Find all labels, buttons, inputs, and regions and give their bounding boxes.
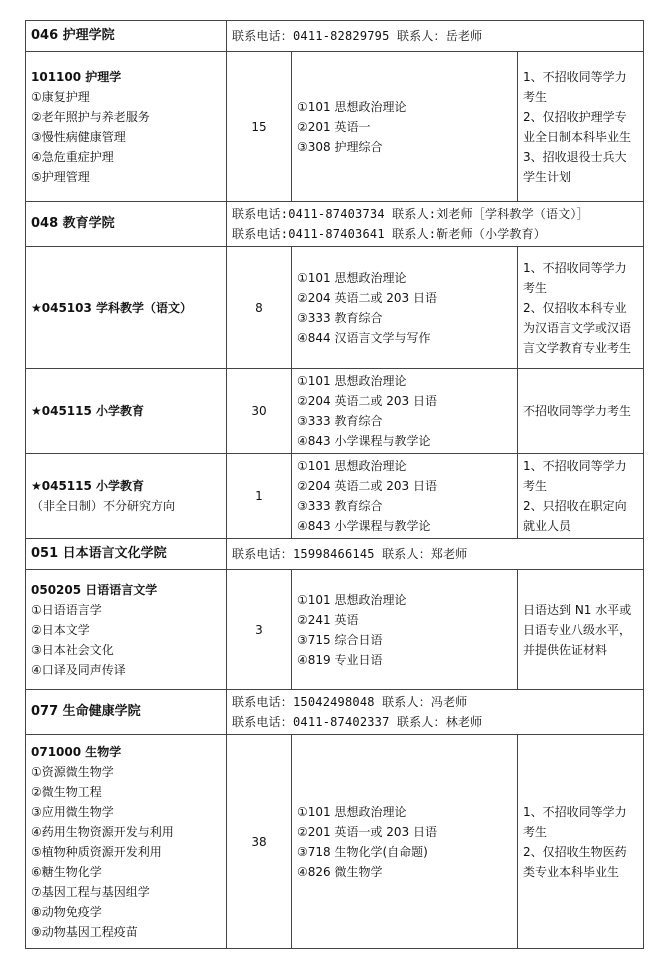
exam-subjects: [292, 570, 518, 690]
enrollment-quota: 3: [227, 570, 292, 690]
remark-line: 1、不招收同等学力考生: [523, 459, 627, 493]
department-name: 048 教育学院: [26, 202, 227, 247]
exam-subject: ①101 思想政治理论: [297, 459, 407, 473]
research-direction: ⑨动物基因工程疫苗: [31, 924, 138, 939]
program-cell: [26, 369, 227, 454]
exam-subject: ①101 思想政治理论: [297, 99, 407, 114]
program-cell: [26, 247, 227, 369]
research-direction: ⑦基因工程与基因组学: [31, 884, 150, 899]
enrollment-quota: 1: [227, 454, 292, 539]
program-title: 101100 护理学: [31, 69, 122, 84]
remarks: [518, 570, 644, 690]
department-header-row: [26, 690, 644, 735]
program-subtitle: （非全日制）不分研究方向: [31, 499, 176, 513]
exam-subject: ④826 微生物学: [297, 864, 383, 879]
remark-line: 1、不招收同等学力考生: [523, 69, 627, 104]
remark-line: 2、仅招收护理学专业全日制本科毕业生: [523, 109, 632, 144]
remarks: [518, 52, 644, 202]
remark-line: 2、仅招收本科专业为汉语言文学或汉语言文学教育专业考生: [523, 300, 632, 355]
research-direction: ③应用微生物学: [31, 804, 114, 819]
remarks: [518, 454, 644, 539]
contact-line: 联系电话：15998466145 联系人：郑老师: [232, 547, 468, 561]
research-direction: ③日本社会文化: [31, 642, 114, 657]
exam-subject: ④843 小学课程与教学论: [297, 519, 431, 533]
research-direction: ①资源微生物学: [31, 764, 114, 779]
exam-subject: ②204 英语二或 203 日语: [297, 290, 438, 305]
exam-subject: ②201 英语一或 203 日语: [297, 824, 438, 839]
program-row: [26, 735, 644, 949]
exam-subjects: [292, 247, 518, 369]
enrollment-quota: 8: [227, 247, 292, 369]
enrollment-quota: 30: [227, 369, 292, 454]
program-row: [26, 247, 644, 369]
exam-subject: ②241 英语: [297, 612, 359, 627]
exam-subject: ③333 教育综合: [297, 414, 383, 428]
exam-subject: ②201 英语一: [297, 119, 371, 134]
research-direction: ⑤植物种质资源开发利用: [31, 844, 162, 859]
research-direction: ⑥糖生物化学: [31, 864, 102, 879]
department-header-row: [26, 202, 644, 247]
contact-line: 联系电话:0411-87403641 联系人:靳老师（小学教育）: [232, 227, 546, 241]
remark-line: 3、招收退役士兵大学生计划: [523, 149, 627, 184]
department-contact: [227, 21, 644, 52]
admissions-table: [25, 20, 644, 949]
program-title: 050205 日语语言文学: [31, 582, 158, 597]
remark-line: 2、仅招收生物医药类专业本科毕业生: [523, 844, 627, 879]
exam-subject: ③333 教育综合: [297, 499, 383, 513]
remarks: [518, 247, 644, 369]
department-name: 046 护理学院: [26, 21, 227, 52]
department-contact: [227, 202, 644, 247]
program-title: ★045115 小学教育: [31, 479, 145, 493]
exam-subject: ③715 综合日语: [297, 632, 383, 647]
research-direction: ①日语语言学: [31, 602, 102, 617]
exam-subjects: [292, 52, 518, 202]
research-direction: ②日本文学: [31, 622, 90, 637]
exam-subjects: [292, 454, 518, 539]
exam-subject: ①101 思想政治理论: [297, 592, 407, 607]
program-cell: [26, 735, 227, 949]
exam-subjects: [292, 369, 518, 454]
program-title: 071000 生物学: [31, 744, 122, 759]
research-direction: ③慢性病健康管理: [31, 129, 126, 144]
exam-subject: ①101 思想政治理论: [297, 374, 407, 388]
department-contact: [227, 539, 644, 570]
program-title: ★045103 学科教学（语文）: [31, 300, 193, 315]
exam-subject: ④844 汉语言文学与写作: [297, 330, 431, 345]
program-row: [26, 570, 644, 690]
exam-subjects: [292, 735, 518, 949]
remarks: [518, 369, 644, 454]
research-direction: ④口译及同声传译: [31, 662, 126, 677]
contact-line: 联系电话:0411-87403734 联系人:刘老师［学科教学（语文）］: [232, 207, 589, 221]
program-row: [26, 52, 644, 202]
exam-subject: ②204 英语二或 203 日语: [297, 479, 438, 493]
remark-line: 不招收同等学力考生: [523, 404, 632, 418]
exam-subject: ①101 思想政治理论: [297, 804, 407, 819]
program-cell: [26, 52, 227, 202]
research-direction: ①康复护理: [31, 89, 90, 104]
remark-line: 2、只招收在职定向就业人员: [523, 499, 627, 533]
contact-line: 联系电话：0411-82829795 联系人：岳老师: [232, 29, 483, 43]
program-row: [26, 454, 644, 539]
enrollment-quota: 15: [227, 52, 292, 202]
exam-subject: ②204 英语二或 203 日语: [297, 394, 438, 408]
admissions-table-body: [26, 21, 644, 949]
exam-subject: ③308 护理综合: [297, 139, 383, 154]
exam-subject: ③718 生物化学(自命题): [297, 844, 428, 859]
remark-line: 1、不招收同等学力考生: [523, 260, 627, 295]
research-direction: ⑤护理管理: [31, 169, 90, 184]
department-header-row: [26, 21, 644, 52]
research-direction: ②老年照护与养老服务: [31, 109, 150, 124]
contact-line: 联系电话：15042498048 联系人：冯老师: [232, 695, 468, 709]
department-name: 077 生命健康学院: [26, 690, 227, 735]
remarks: [518, 735, 644, 949]
enrollment-quota: 38: [227, 735, 292, 949]
exam-subject: ④843 小学课程与教学论: [297, 434, 431, 448]
program-cell: [26, 570, 227, 690]
program-row: [26, 369, 644, 454]
department-name: 051 日本语言文化学院: [26, 539, 227, 570]
program-cell: [26, 454, 227, 539]
research-direction: ④急危重症护理: [31, 149, 114, 164]
program-title: ★045115 小学教育: [31, 404, 145, 418]
exam-subject: ①101 思想政治理论: [297, 270, 407, 285]
research-direction: ⑧动物免疫学: [31, 904, 102, 919]
exam-subject: ④819 专业日语: [297, 652, 383, 667]
exam-subject: ③333 教育综合: [297, 310, 383, 325]
remark-line: 1、不招收同等学力考生: [523, 804, 627, 839]
research-direction: ④药用生物资源开发与利用: [31, 824, 174, 839]
research-direction: ②微生物工程: [31, 784, 102, 799]
contact-line: 联系电话：0411-87402337 联系人：林老师: [232, 715, 483, 729]
department-header-row: [26, 539, 644, 570]
department-contact: [227, 690, 644, 735]
remark-line: 日语达到 N1 水平或日语专业八级水平，并提供佐证材料: [523, 602, 632, 657]
